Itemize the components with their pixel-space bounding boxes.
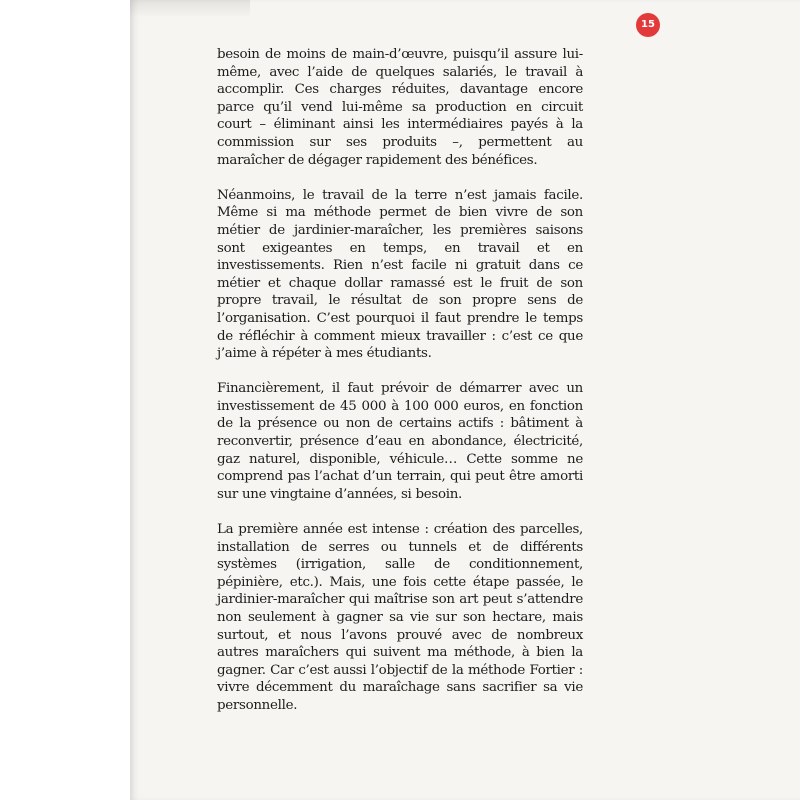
- paragraph-4: La première année est intense : création des parcelles, installation de serres ou tunnels et de différents systèmes (irrigation, salle de conditionnement, pépinière, etc.). Mais, une fois cette étape passée, le jardinier-maraîcher qui maîtrise son art peut s’attendre non seulement à gagner sa vie sur son hectare, mais surtout, et nous l’avons prouvé avec de nombreux autres maraîchers qui suivent ma méthode, à bien la gagner. Car c’est aussi l’objectif de la méthode Fortier : vivre décemment du maraîchage sans sacrifier sa vie personnelle.: [217, 522, 583, 713]
- paragraph-2: Néanmoins, le travail de la terre n’est jamais facile. Même si ma méthode permet de bien vivre de son métier de jardinier-maraîcher, les premières saisons sont exigeantes en temps, en travail et en investissements. Rien n’est facile ni gratuit dans ce métier et chaque dollar ramassé est le fruit de son propre travail, le résultat de son propre sens de l’organisation. C’est pourquoi il faut prendre le temps de réfléchir à comment mieux travailler : c’est ce que j’aime à répéter à mes étudiants.: [217, 187, 583, 362]
- page-number-badge: 15: [636, 13, 660, 37]
- page-shadow: [130, 0, 250, 18]
- body-text: [217, 46, 583, 732]
- paragraph-1: besoin de moins de main-d’œuvre, puisqu’il assure lui-même, avec l’aide de quelques salariés, le travail à accomplir. Ces charges réduites, davantage encore parce qu’il vend lui-même sa production en circuit court – éliminant ainsi les intermédiaires payés à la commission sur ses produits –, permettent au maraîcher de dégager rapidement des bénéfices.: [217, 47, 583, 168]
- paragraph-3: Financièrement, il faut prévoir de démarrer avec un investissement de 45 000 à 100 000 euros, en fonction de la présence ou non de certains actifs : bâtiment à reconvertir, présence d’eau en abondance, électricité, gaz naturel, disponible, véhicule… Cette somme ne comprend pas l’achat d’un terrain, qui peut être amorti sur une vingtaine d’années, si besoin.: [217, 381, 583, 502]
